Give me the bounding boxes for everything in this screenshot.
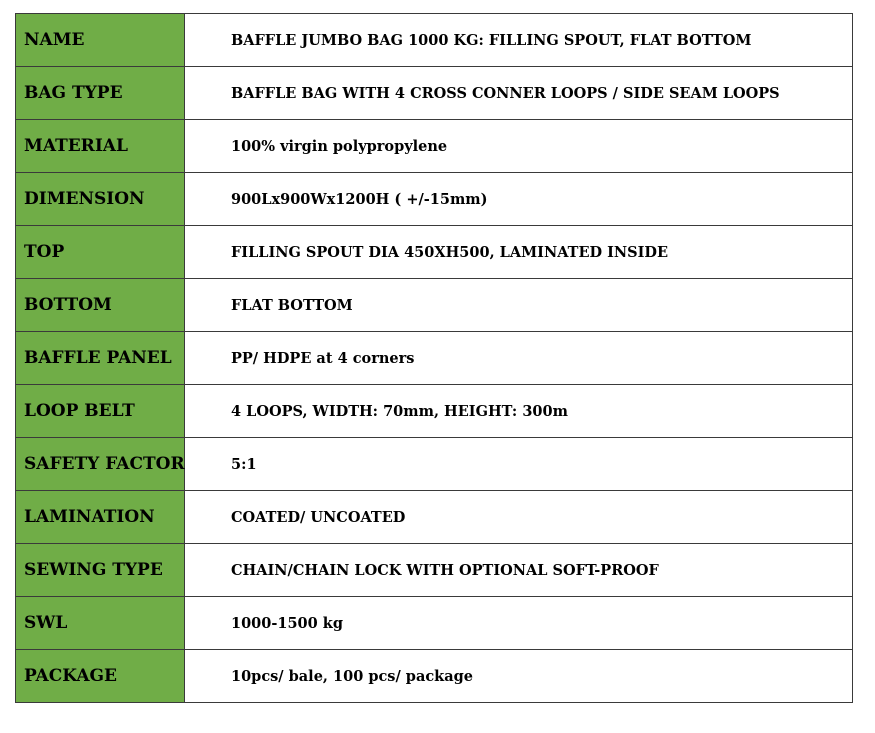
row-value-swl: 1000-1500 kg <box>185 597 853 650</box>
table-row <box>16 67 853 120</box>
row-value-package: 10pcs/ bale, 100 pcs/ package <box>185 650 853 703</box>
row-label-top: TOP <box>16 226 185 279</box>
table-row <box>16 120 853 173</box>
table-row <box>16 279 853 332</box>
row-label-safety-factor: SAFETY FACTOR <box>16 438 185 491</box>
row-label-swl: SWL <box>16 597 185 650</box>
row-value-dimension: 900Lx900Wx1200H ( +/-15mm) <box>185 173 853 226</box>
table-row <box>16 544 853 597</box>
row-value-lamination: COATED/ UNCOATED <box>185 491 853 544</box>
row-value-bag-type: BAFFLE BAG WITH 4 CROSS CONNER LOOPS / SIDE SEAM LOOPS <box>185 67 853 120</box>
table-row <box>16 14 853 67</box>
row-label-sewing-type: SEWING TYPE <box>16 544 185 597</box>
row-label-loop-belt: LOOP BELT <box>16 385 185 438</box>
table-row <box>16 438 853 491</box>
row-value-baffle-panel: PP/ HDPE at 4 corners <box>185 332 853 385</box>
row-label-bottom: BOTTOM <box>16 279 185 332</box>
row-value-name: BAFFLE JUMBO BAG 1000 KG: FILLING SPOUT, FLAT BOTTOM <box>185 14 853 67</box>
table-row <box>16 332 853 385</box>
row-label-package: PACKAGE <box>16 650 185 703</box>
table-row <box>16 385 853 438</box>
row-label-material: MATERIAL <box>16 120 185 173</box>
row-label-lamination: LAMINATION <box>16 491 185 544</box>
row-value-bottom: FLAT BOTTOM <box>185 279 853 332</box>
table-row <box>16 597 853 650</box>
row-value-loop-belt: 4 LOOPS, WIDTH: 70mm, HEIGHT: 300m <box>185 385 853 438</box>
row-label-bag-type: BAG TYPE <box>16 67 185 120</box>
row-value-sewing-type: CHAIN/CHAIN LOCK WITH OPTIONAL SOFT-PROOF <box>185 544 853 597</box>
row-value-top: FILLING SPOUT DIA 450XH500, LAMINATED INSIDE <box>185 226 853 279</box>
table-row <box>16 226 853 279</box>
row-label-baffle-panel: BAFFLE PANEL <box>16 332 185 385</box>
spec-table <box>15 13 853 703</box>
table-row <box>16 650 853 703</box>
row-value-safety-factor: 5:1 <box>185 438 853 491</box>
row-label-dimension: DIMENSION <box>16 173 185 226</box>
table-row <box>16 491 853 544</box>
row-label-name: NAME <box>16 14 185 67</box>
row-value-material: 100% virgin polypropylene <box>185 120 853 173</box>
table-row <box>16 173 853 226</box>
